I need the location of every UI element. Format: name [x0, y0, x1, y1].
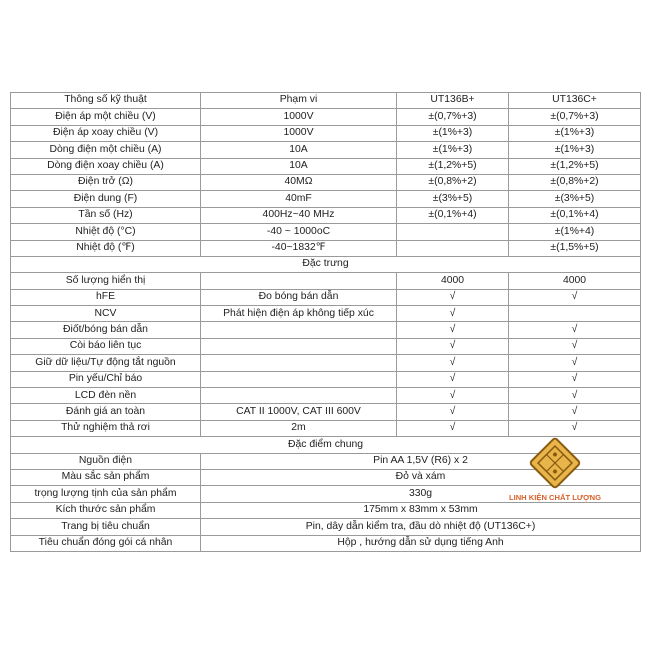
ut136c-cell: ±(3%+5) — [509, 191, 641, 207]
ut136c-cell: ±(0,7%+3) — [509, 109, 641, 125]
spec-name-cell: Giữ dữ liệu/Tự động tắt nguồn — [11, 355, 201, 371]
range-cell: CAT II 1000V, CAT III 600V — [201, 404, 397, 420]
spec-name-cell: Trang bị tiêu chuẩn — [11, 519, 201, 535]
table-row — [11, 502, 641, 518]
spec-value-cell: Đỏ và xám — [201, 469, 641, 485]
spec-name-cell: Màu sắc sản phẩm — [11, 469, 201, 485]
ut136c-cell: √ — [509, 355, 641, 371]
ut136b-cell: √ — [397, 388, 509, 404]
range-cell — [201, 388, 397, 404]
range-cell: 2m — [201, 420, 397, 436]
ut136c-cell: ±(1,5%+5) — [509, 240, 641, 256]
table-row — [11, 142, 641, 158]
spec-name-cell: Kích thước sản phẩm — [11, 502, 201, 518]
ut136b-cell: ±(1%+3) — [397, 142, 509, 158]
spec-name-cell: Tần số (Hz) — [11, 207, 201, 223]
ut136c-cell: ±(0,8%+2) — [509, 174, 641, 190]
header-cell: UT136C+ — [509, 93, 641, 109]
table-row — [11, 224, 641, 240]
spec-value-cell: Pin, dây dẫn kiểm tra, đầu dò nhiệt độ (UT136C+) — [201, 519, 641, 535]
section-title-general: Đặc điểm chung — [11, 437, 641, 453]
ut136c-cell: ±(1,2%+5) — [509, 158, 641, 174]
ut136b-cell: ±(0,7%+3) — [397, 109, 509, 125]
range-cell: 40MΩ — [201, 174, 397, 190]
ut136c-cell: ±(1%+4) — [509, 224, 641, 240]
ut136b-cell: √ — [397, 371, 509, 387]
ut136b-cell: √ — [397, 355, 509, 371]
spec-name-cell: Điện áp xoay chiều (V) — [11, 125, 201, 141]
ut136c-cell: √ — [509, 404, 641, 420]
ut136b-cell: ±(0,8%+2) — [397, 174, 509, 190]
spec-name-cell: trọng lượng tịnh của sản phẩm — [11, 486, 201, 502]
ut136c-cell: 4000 — [509, 273, 641, 289]
ut136c-cell: ±(0,1%+4) — [509, 207, 641, 223]
table-row — [11, 191, 641, 207]
spec-table-body — [11, 93, 641, 552]
section-row — [11, 256, 641, 272]
section-row — [11, 437, 641, 453]
range-cell — [201, 338, 397, 354]
table-row — [11, 174, 641, 190]
table-row — [11, 355, 641, 371]
ut136b-cell: √ — [397, 289, 509, 305]
spec-name-cell: Đánh giá an toàn — [11, 404, 201, 420]
section-title-features: Đặc trưng — [11, 256, 641, 272]
header-cell: Thông số kỹ thuật — [11, 93, 201, 109]
ut136c-cell: √ — [509, 371, 641, 387]
ut136c-cell: √ — [509, 388, 641, 404]
table-row — [11, 420, 641, 436]
range-cell: 10A — [201, 142, 397, 158]
table-row — [11, 469, 641, 485]
table-row — [11, 322, 641, 338]
range-cell: Phát hiện điện áp không tiếp xúc — [201, 306, 397, 322]
table-row — [11, 519, 641, 535]
spec-value-cell: Pin AA 1,5V (R6) x 2 — [201, 453, 641, 469]
table-row — [11, 338, 641, 354]
range-cell — [201, 371, 397, 387]
spec-value-cell: Hộp , hướng dẫn sử dụng tiếng Anh — [201, 535, 641, 551]
table-row — [11, 306, 641, 322]
spec-name-cell: Còi báo liên tục — [11, 338, 201, 354]
table-row — [11, 207, 641, 223]
spec-name-cell: hFE — [11, 289, 201, 305]
brand-text: LINH KIỆN CHẤT LƯỢNG — [508, 493, 602, 502]
range-cell: 40mF — [201, 191, 397, 207]
range-cell: -40 ~ 1000oC — [201, 224, 397, 240]
range-cell: Đo bóng bán dẫn — [201, 289, 397, 305]
ut136c-cell: √ — [509, 289, 641, 305]
table-row — [11, 388, 641, 404]
header-cell: Phạm vi — [201, 93, 397, 109]
range-cell: 400Hz~40 MHz — [201, 207, 397, 223]
ut136b-cell: √ — [397, 306, 509, 322]
range-cell: 10A — [201, 158, 397, 174]
ut136b-cell: √ — [397, 338, 509, 354]
ut136b-cell: √ — [397, 420, 509, 436]
table-row — [11, 453, 641, 469]
spec-name-cell: Nguồn điện — [11, 453, 201, 469]
ut136b-cell: ±(3%+5) — [397, 191, 509, 207]
spec-name-cell: Thử nghiệm thả rơi — [11, 420, 201, 436]
table-row — [11, 273, 641, 289]
header-cell: UT136B+ — [397, 93, 509, 109]
spec-name-cell: Nhiệt độ (°C) — [11, 224, 201, 240]
spec-name-cell: Nhiệt độ (℉) — [11, 240, 201, 256]
ut136b-cell: ±(1,2%+5) — [397, 158, 509, 174]
spec-table — [10, 92, 641, 552]
spec-name-cell: Điốt/bóng bán dẫn — [11, 322, 201, 338]
spec-name-cell: Pin yếu/Chỉ báo — [11, 371, 201, 387]
range-cell — [201, 322, 397, 338]
spec-name-cell: Tiêu chuẩn đóng gói cá nhân — [11, 535, 201, 551]
table-row — [11, 404, 641, 420]
spec-value-cell: 330g — [201, 486, 641, 502]
table-row — [11, 158, 641, 174]
ut136b-cell: √ — [397, 404, 509, 420]
spec-name-cell: Dòng điện một chiều (A) — [11, 142, 201, 158]
ut136c-cell: ±(1%+3) — [509, 125, 641, 141]
table-row — [11, 125, 641, 141]
table-row — [11, 109, 641, 125]
ut136c-cell — [509, 306, 641, 322]
ut136b-cell — [397, 224, 509, 240]
spec-name-cell: Số lượng hiển thị — [11, 273, 201, 289]
ut136b-cell — [397, 240, 509, 256]
table-row — [11, 371, 641, 387]
range-cell: 1000V — [201, 109, 397, 125]
range-cell: 1000V — [201, 125, 397, 141]
spec-name-cell: Điện dung (F) — [11, 191, 201, 207]
spec-value-cell: 175mm x 83mm x 53mm — [201, 502, 641, 518]
spec-name-cell: Điện trở (Ω) — [11, 174, 201, 190]
range-cell: -40~1832℉ — [201, 240, 397, 256]
range-cell — [201, 273, 397, 289]
range-cell — [201, 355, 397, 371]
table-row — [11, 535, 641, 551]
ut136b-cell: √ — [397, 322, 509, 338]
spec-name-cell: Dòng điện xoay chiều (A) — [11, 158, 201, 174]
ut136b-cell: 4000 — [397, 273, 509, 289]
ut136c-cell: √ — [509, 420, 641, 436]
ut136b-cell: ±(0,1%+4) — [397, 207, 509, 223]
ut136b-cell: ±(1%+3) — [397, 125, 509, 141]
ut136c-cell: √ — [509, 322, 641, 338]
ut136c-cell: √ — [509, 338, 641, 354]
spec-name-cell: Điện áp một chiều (V) — [11, 109, 201, 125]
spec-name-cell: LCD đèn nền — [11, 388, 201, 404]
table-row — [11, 289, 641, 305]
table-header-row — [11, 93, 641, 109]
table-row — [11, 486, 641, 502]
ut136c-cell: ±(1%+3) — [509, 142, 641, 158]
spec-name-cell: NCV — [11, 306, 201, 322]
table-row — [11, 240, 641, 256]
